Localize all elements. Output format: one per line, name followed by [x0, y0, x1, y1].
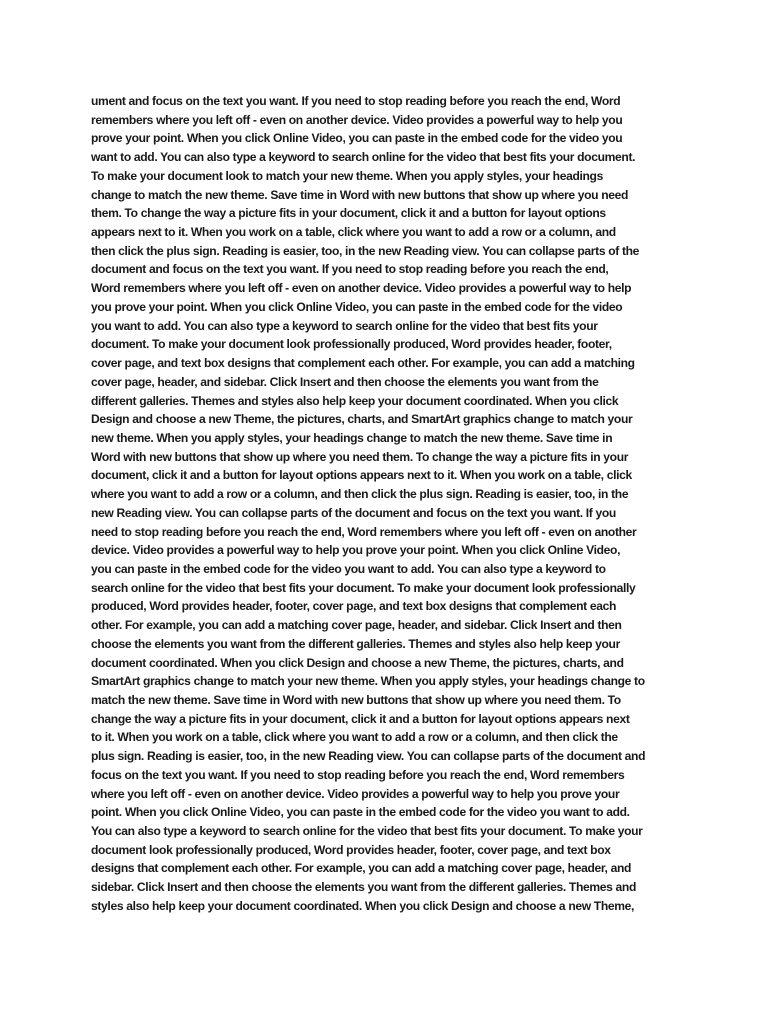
text-line: change the way a picture fits in your document, click it and a button for layout options appears next: [91, 711, 630, 726]
text-line: to it. When you work on a table, click where you want to add a row or a column, and then click the: [91, 730, 618, 745]
text-line: cover page, and text box designs that complement each other. For example, you can add a matching: [91, 356, 635, 371]
text-line: To make your document look to match your new theme. When you apply styles, your headings: [91, 168, 603, 183]
text-line: you prove your point. When you click Online Video, you can paste in the embed code for the video: [91, 299, 623, 314]
text-line: different galleries. Themes and styles also help keep your document coordinated. When you click: [91, 393, 619, 408]
text-line: document, click it and a button for layout options appears next to it. When you work on a table, click: [91, 468, 632, 483]
text-line: where you left off - even on another device. Video provides a powerful way to help you prove your: [91, 786, 620, 801]
text-line: ument and focus on the text you want. If you need to stop reading before you reach the end, Word: [91, 94, 621, 108]
text-line: other. For example, you can add a matching cover page, header, and sidebar. Click Insert and then: [91, 618, 622, 633]
text-line: Design and choose a new Theme, the pictures, charts, and SmartArt graphics change to match your: [91, 412, 633, 427]
text-line: plus sign. Reading is easier, too, in the new Reading view. You can collapse parts of the document and: [91, 749, 646, 764]
text-line: new theme. When you apply styles, your headings change to match the new theme. Save time in: [91, 430, 613, 445]
text-line: you can paste in the embed code for the video you want to add. You can also type a keyword to: [91, 561, 606, 576]
text-line: search online for the video that best fits your document. To make your document look professionally: [91, 580, 636, 595]
text-line: SmartArt graphics change to match your new theme. When you apply styles, your headings change to: [91, 674, 645, 689]
text-line: designs that complement each other. For example, you can add a matching cover page, header, and: [91, 861, 632, 876]
text-line: choose the elements you want from the different galleries. Themes and styles also help keep your: [91, 636, 620, 651]
text-line: match the new theme. Save time in Word with new buttons that show up where you need them. To: [91, 693, 621, 707]
text-line: need to stop reading before you reach the end, Word remembers where you left off - even on another: [91, 524, 637, 539]
text-line: point. When you click Online Video, you can paste in the embed code for the video you want to add.: [91, 805, 630, 820]
text-line: styles also help keep your document coordinated. When you click Design and choose a new Theme,: [91, 898, 635, 913]
text-line: want to add. You can also type a keyword to search online for the video that best fits your document.: [91, 150, 636, 165]
text-line: them. To change the way a picture fits in your document, click it and a button for layout options: [91, 206, 606, 221]
text-line: produced, Word provides header, footer, cover page, and text box designs that complement each: [91, 599, 617, 614]
text-line: remembers where you left off - even on another device. Video provides a powerful way to help you: [91, 112, 623, 127]
text-line: document and focus on the text you want. If you need to stop reading before you reach the end,: [91, 262, 609, 277]
text-line: document look professionally produced, Word provides header, footer, cover page, and text box: [91, 842, 611, 857]
text-line: prove your point. When you click Online Video, you can paste in the embed code for the video you: [91, 131, 623, 146]
text-line: cover page, header, and sidebar. Click Insert and then choose the elements you want from the: [91, 374, 599, 389]
text-line: where you want to add a row or a column, and then click the plus sign. Reading is easier, too, in the: [91, 487, 629, 502]
text-line: device. Video provides a powerful way to help you prove your point. When you click Online Video,: [91, 543, 621, 558]
text-line: appears next to it. When you work on a table, click where you want to add a row or a column, and: [91, 225, 616, 240]
body-paragraph: [91, 92, 681, 916]
text-line: document. To make your document look professionally produced, Word provides header, footer,: [91, 337, 612, 352]
text-line: document coordinated. When you click Design and choose a new Theme, the pictures, charts, and: [91, 655, 624, 670]
text-line: focus on the text you want. If you need to stop reading before you reach the end, Word remembers: [91, 767, 625, 782]
text-line: then click the plus sign. Reading is easier, too, in the new Reading view. You can collapse parts of the: [91, 243, 640, 258]
text-line: Word remembers where you left off - even on another device. Video provides a powerful way to help: [91, 281, 632, 296]
text-line: you want to add. You can also type a keyword to search online for the video that best fits your: [91, 318, 598, 333]
text-line: new Reading view. You can collapse parts of the document and focus on the text you want. If you: [91, 505, 616, 520]
text-line: You can also type a keyword to search online for the video that best fits your document. To make your: [91, 824, 643, 839]
text-line: change to match the new theme. Save time in Word with new buttons that show up where you need: [91, 187, 629, 202]
text-line: sidebar. Click Insert and then choose the elements you want from the different galleries. Themes and: [91, 880, 636, 895]
text-line: Word with new buttons that show up where you need them. To change the way a picture fits in your: [91, 449, 629, 464]
